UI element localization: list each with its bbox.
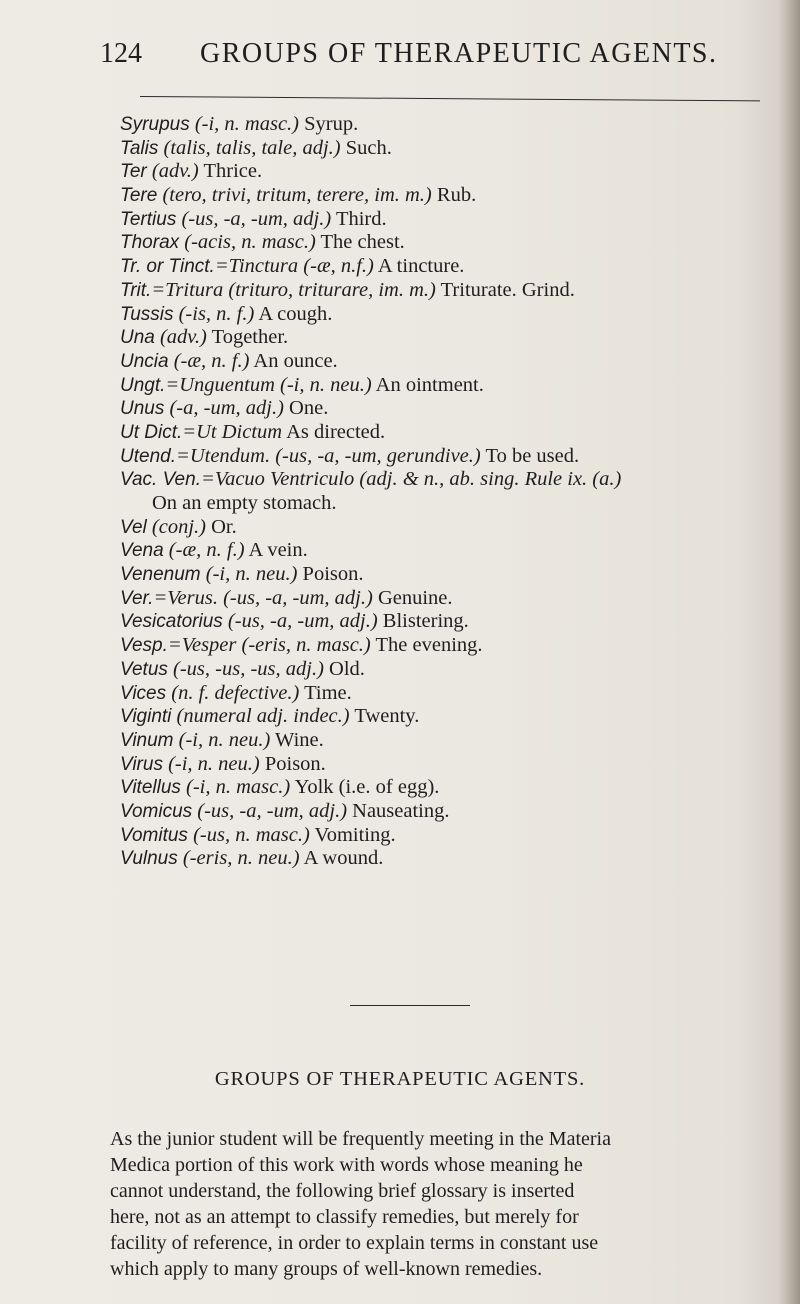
glossary-entry	[120, 634, 790, 658]
entry-grammar: =Tritura (trituro, triturare, im. m.)	[151, 278, 436, 301]
section-title: GROUPS OF THERAPEUTIC AGENTS.	[214, 1068, 586, 1090]
entry-grammar: (conj.)	[151, 515, 206, 538]
entry-term: Vices	[120, 682, 167, 704]
entry-term: Ungt.	[120, 374, 166, 396]
glossary-entry	[120, 113, 790, 137]
entry-meaning: As directed.	[282, 420, 386, 443]
intro-paragraph	[110, 1126, 790, 1282]
entry-term: Ut Dict.	[120, 421, 183, 443]
entry-grammar: (-i, n. masc.)	[186, 776, 291, 799]
glossary-entry	[120, 516, 790, 540]
glossary-entry	[120, 160, 790, 184]
glossary-entry	[120, 350, 790, 374]
entry-meaning: Together.	[206, 326, 289, 349]
intro-line: As the junior student will be frequently meeting in the Materia	[110, 1128, 611, 1150]
entry-meaning: On an empty stomach.	[152, 492, 337, 514]
glossary-entry	[120, 753, 790, 777]
entry-grammar: (-æ, n. f.)	[168, 539, 245, 562]
entry-meaning: Such.	[340, 136, 392, 159]
entry-meaning: A tincture.	[373, 255, 465, 278]
entry-meaning: Time.	[299, 681, 352, 704]
header-rule	[140, 96, 760, 101]
entry-term: Tussis	[120, 303, 174, 325]
entry-meaning: A wound.	[299, 847, 384, 870]
entry-grammar: (-us, -a, -um, adj.)	[197, 799, 348, 822]
entry-meaning: Old.	[323, 657, 365, 680]
entry-meaning: Poison.	[297, 563, 364, 586]
entry-meaning: Twenty.	[349, 705, 420, 728]
entry-grammar: (-eris, n. neu.)	[182, 847, 300, 870]
glossary-list	[120, 113, 790, 871]
entry-term: Virus	[120, 753, 163, 775]
intro-line: facility of reference, in order to explain terms in constant use	[110, 1232, 599, 1254]
entry-grammar: (-us, n. masc.)	[193, 823, 310, 846]
entry-meaning: Or.	[205, 515, 237, 538]
glossary-entry	[120, 610, 790, 634]
entry-term: Vomitus	[120, 824, 188, 846]
glossary-entry	[120, 374, 790, 398]
entry-term: Vitellus	[120, 777, 181, 799]
intro-line: which apply to many groups of well-known remedies.	[110, 1258, 543, 1280]
entry-grammar: (numeral adj. indec.)	[176, 705, 350, 728]
entry-term: Tertius	[120, 208, 177, 230]
entry-term: Vesp.	[120, 635, 168, 657]
glossary-entry	[120, 824, 790, 848]
entry-term: Syrupus	[120, 114, 190, 135]
glossary-entry	[120, 445, 790, 469]
section-divider	[350, 1005, 470, 1006]
entry-grammar: (-æ, n. f.)	[173, 349, 250, 372]
entry-term: Unus	[120, 398, 165, 420]
glossary-entry	[120, 255, 790, 279]
glossary-entry	[120, 397, 790, 421]
glossary-entry	[120, 682, 790, 706]
entry-grammar: (tero, trivi, tritum, terere, im. m.)	[162, 184, 432, 207]
entry-term: Viginti	[120, 706, 172, 728]
running-head	[100, 38, 718, 78]
entry-grammar: (-i, n. masc.)	[194, 113, 300, 135]
entry-term: Ter	[120, 161, 147, 183]
entry-term: Vomicus	[120, 800, 193, 822]
entry-grammar: (-us, -us, -us, adj.)	[173, 657, 324, 680]
entry-term: Vel	[120, 516, 147, 538]
entry-meaning: Syrup.	[299, 113, 359, 135]
glossary-entry	[120, 705, 790, 729]
entry-meaning: Poison.	[259, 752, 326, 775]
entry-grammar: (-a, -um, adj.)	[169, 397, 284, 420]
glossary-entry	[120, 303, 790, 327]
glossary-entry	[120, 231, 790, 255]
entry-term: Vac. Ven.	[120, 469, 201, 491]
entry-term: Vulnus	[120, 848, 178, 870]
entry-meaning: Yolk (i.e. of egg).	[290, 776, 440, 799]
entry-term: Venenum	[120, 564, 201, 586]
entry-grammar: =Ut Dictum	[182, 420, 283, 443]
entry-grammar: (-us, -a, -um, adj.)	[227, 610, 378, 633]
intro-line: here, not as an attempt to classify remedies, but merely for	[110, 1206, 579, 1228]
entry-meaning: An ounce.	[249, 349, 338, 372]
entry-meaning: An ointment.	[371, 373, 484, 396]
glossary-entry	[120, 137, 790, 161]
entry-grammar: =Unguentum (-i, n. neu.)	[165, 373, 372, 396]
glossary-entry	[120, 208, 790, 232]
entry-meaning: The evening.	[370, 634, 483, 657]
entry-grammar: (-i, n. neu.)	[205, 563, 298, 586]
entry-grammar: (talis, talis, tale, adj.)	[163, 136, 341, 159]
entry-meaning: To be used.	[480, 444, 580, 467]
entry-term: Utend.	[120, 445, 176, 467]
entry-term: Vena	[120, 540, 164, 562]
entry-meaning: One.	[283, 397, 329, 420]
entry-term: Talis	[120, 137, 159, 159]
entry-meaning: Vomiting.	[309, 823, 396, 846]
entry-meaning: Thrice.	[198, 160, 263, 183]
entry-meaning: Triturate. Grind.	[435, 278, 575, 301]
entry-meaning: Third.	[331, 207, 387, 230]
entry-grammar: (-acis, n. masc.)	[184, 231, 316, 254]
entry-term: Vinum	[120, 729, 174, 751]
entry-term: Trit.	[120, 279, 152, 301]
entry-term: Ver.	[120, 587, 154, 609]
entry-grammar: =Tinctura (-æ, n.f.)	[214, 255, 374, 278]
glossary-entry	[120, 539, 790, 563]
glossary-entry	[120, 800, 790, 824]
entry-term: Vesicatorius	[120, 611, 223, 633]
glossary-entry	[120, 776, 790, 800]
intro-line: cannot understand, the following brief glossary is inserted	[110, 1180, 575, 1202]
entry-term: Tere	[120, 185, 158, 207]
glossary-entry	[120, 729, 790, 753]
entry-meaning: A cough.	[254, 302, 333, 325]
entry-grammar: (-us, -a, -um, adj.)	[181, 207, 332, 230]
entry-meaning: Genuine.	[372, 586, 453, 609]
glossary-entry	[120, 421, 790, 445]
glossary-entry	[120, 658, 790, 682]
entry-grammar: (-i, n. neu.)	[178, 728, 271, 751]
entry-meaning: A vein.	[244, 539, 308, 562]
intro-line: Medica portion of this work with words whose meaning he	[110, 1154, 583, 1176]
entry-grammar: =Vesper (-eris, n. masc.)	[167, 634, 371, 657]
entry-grammar: (-i, n. neu.)	[168, 752, 260, 775]
running-head-title: GROUPS OF THERAPEUTIC AGENTS.	[200, 38, 718, 69]
glossary-entry	[120, 468, 790, 492]
entry-term: Vetus	[120, 658, 168, 680]
entry-meaning: Wine.	[270, 728, 324, 751]
glossary-entry	[120, 847, 790, 871]
entry-term: Una	[120, 327, 155, 349]
glossary-entry	[120, 184, 790, 208]
glossary-entry	[120, 587, 790, 611]
entry-grammar: =Verus. (-us, -a, -um, adj.)	[153, 586, 373, 609]
entry-meaning: Rub.	[431, 184, 477, 207]
entry-meaning: Nauseating.	[347, 799, 450, 822]
glossary-entry	[120, 563, 790, 587]
glossary-entry	[120, 326, 790, 350]
entry-grammar: =Vacuo Ventriculo (adj. & n., ab. sing. Rule ix. (a.)	[200, 468, 622, 491]
entry-grammar: (-is, n. f.)	[178, 302, 255, 325]
entry-grammar: (n. f. defective.)	[171, 681, 300, 704]
entry-term: Uncia	[120, 350, 169, 372]
entry-grammar: (adv.)	[151, 160, 199, 183]
page-number: 124	[100, 38, 142, 69]
entry-meaning: The chest.	[315, 231, 405, 254]
glossary-entry	[120, 492, 790, 516]
entry-grammar: =Utendum. (-us, -a, -um, gerundive.)	[175, 444, 481, 467]
entry-grammar: (adv.)	[159, 326, 207, 349]
entry-term: Thorax	[120, 232, 180, 254]
glossary-entry	[120, 279, 790, 303]
entry-meaning: Blistering.	[377, 610, 469, 633]
entry-term: Tr. or Tinct.	[120, 256, 215, 278]
